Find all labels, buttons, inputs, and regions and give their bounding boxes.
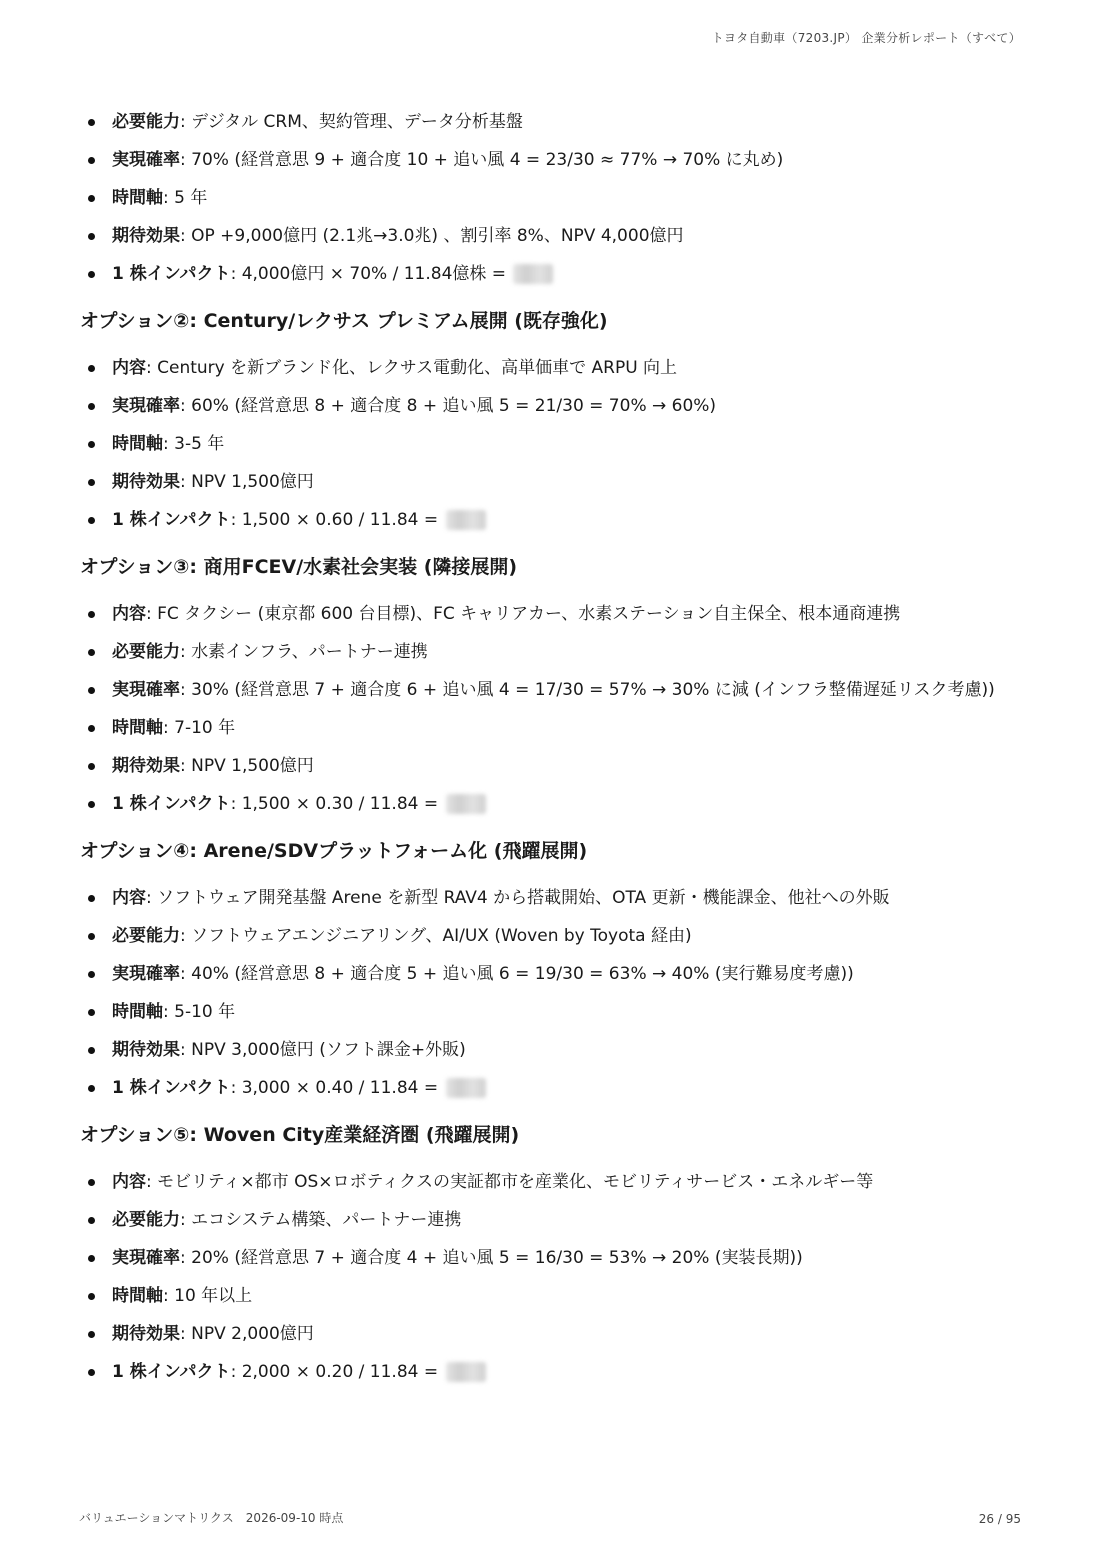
bullet-text: : ソフトウェアエンジニアリング、AI/UX (Woven by Toyota 経由) [180, 926, 692, 946]
bullet-item [80, 255, 1020, 293]
bullet-label: 時間軸 [112, 188, 163, 208]
footer-section-label: バリュエーションマトリクス 2026-09-10 時点 [79, 1511, 344, 1525]
redacted-value [446, 510, 486, 530]
option3-list [80, 595, 1020, 823]
option4-list [80, 879, 1020, 1107]
bullet-item [80, 1353, 1020, 1391]
bullet-label: 内容 [112, 358, 146, 378]
bullet-label: 1 株インパクト [112, 1362, 231, 1382]
bullet-text: : FC タクシー (東京都 600 台目標)、FC キャリアカー、水素ステーション自主保全、根本通商連携 [146, 604, 901, 624]
bullet-label: 内容 [112, 1172, 146, 1192]
bullet-text: : 3,000 × 0.40 / 11.84 = [230, 1078, 444, 1098]
bullet-text: : 水素インフラ、パートナー連携 [180, 642, 428, 662]
footer-page-number: 26 / 95 [978, 1512, 1021, 1526]
bullet-item [80, 1031, 1020, 1069]
bullet-label: 期待効果 [112, 1040, 180, 1060]
bullet-item [80, 785, 1020, 823]
bullet-item [80, 1315, 1020, 1353]
bullet-label: 必要能力 [112, 1210, 180, 1230]
bullet-item [80, 103, 1020, 141]
bullet-label: 実現確率 [112, 150, 180, 170]
bullet-text: : NPV 1,500億円 [180, 756, 314, 776]
bullet-label: 時間軸 [112, 434, 163, 454]
bullet-text: : デジタル CRM、契約管理、データ分析基盤 [180, 112, 523, 132]
redacted-value [446, 794, 486, 814]
bullet-text: : 40% (経営意思 8 + 適合度 5 + 追い風 6 = 19/30 = 63% → 40% (実行難易度考慮)) [180, 964, 854, 984]
bullet-text: : NPV 2,000億円 [180, 1324, 314, 1344]
bullet-item [80, 141, 1020, 179]
bullet-label: 1 株インパクト [112, 794, 231, 814]
bullet-item [80, 1239, 1020, 1277]
bullet-text: : 20% (経営意思 7 + 適合度 4 + 追い風 5 = 16/30 = 53% → 20% (実装長期)) [180, 1248, 803, 1268]
bullet-text: : エコシステム構築、パートナー連携 [180, 1210, 462, 1230]
bullet-text: : 2,000 × 0.20 / 11.84 = [230, 1362, 444, 1382]
bullet-text: : 60% (経営意思 8 + 適合度 8 + 追い風 5 = 21/30 = 70% → 60%) [180, 396, 717, 416]
option5-list [80, 1163, 1020, 1391]
option1-list [80, 103, 1020, 293]
bullet-label: 必要能力 [112, 926, 180, 946]
bullet-text: : OP +9,000億円 (2.1兆→3.0兆) 、割引率 8%、NPV 4,000億円 [180, 226, 684, 246]
option3-heading: オプション③: 商用FCEV/水素社会実装 (隣接展開) [80, 556, 518, 578]
bullet-label: 必要能力 [112, 112, 180, 132]
bullet-label: 時間軸 [112, 1002, 163, 1022]
bullet-item [80, 179, 1020, 217]
bullet-item [80, 633, 1020, 671]
redacted-value [446, 1078, 486, 1098]
bullet-item [80, 595, 1020, 633]
bullet-text: : モビリティ×都市 OS×ロボティクスの実証都市を産業化、モビリティサービス・エネルギー等 [146, 1172, 874, 1192]
bullet-label: 1 株インパクト [112, 510, 231, 530]
bullet-item [80, 879, 1020, 917]
bullet-item [80, 1201, 1020, 1239]
report-content [80, 103, 1020, 1391]
option2-list [80, 349, 1020, 539]
bullet-item [80, 387, 1020, 425]
bullet-text: : ソフトウェア開発基盤 Arene を新型 RAV4 から搭載開始、OTA 更新・機能課金、他社への外販 [146, 888, 890, 908]
bullet-text: : 1,500 × 0.30 / 11.84 = [230, 794, 444, 814]
bullet-text: : 70% (経営意思 9 + 適合度 10 + 追い風 4 = 23/30 ≈ 77% → 70% に丸め) [180, 150, 784, 170]
bullet-text: : 3-5 年 [163, 434, 225, 454]
bullet-item [80, 349, 1020, 387]
bullet-text: : NPV 1,500億円 [180, 472, 314, 492]
page-header: トヨタ自動車（7203.JP） 企業分析レポート（すべて） [711, 31, 1021, 45]
bullet-label: 期待効果 [112, 756, 180, 776]
option4-heading: オプション④: Arene/SDVプラットフォーム化 (飛躍展開) [80, 840, 588, 862]
bullet-label: 時間軸 [112, 1286, 163, 1306]
bullet-label: 時間軸 [112, 718, 163, 738]
bullet-item [80, 671, 1020, 709]
bullet-label: 実現確率 [112, 964, 180, 984]
redacted-value [446, 1362, 486, 1382]
bullet-text: : 1,500 × 0.60 / 11.84 = [230, 510, 444, 530]
bullet-item [80, 709, 1020, 747]
bullet-text: : 10 年以上 [163, 1286, 253, 1306]
bullet-label: 必要能力 [112, 642, 180, 662]
bullet-label: 実現確率 [112, 680, 180, 700]
bullet-label: 期待効果 [112, 472, 180, 492]
bullet-item [80, 917, 1020, 955]
bullet-label: 実現確率 [112, 1248, 180, 1268]
bullet-item [80, 1069, 1020, 1107]
bullet-label: 内容 [112, 888, 146, 908]
bullet-label: 期待効果 [112, 226, 180, 246]
bullet-label: 内容 [112, 604, 146, 624]
option5-heading: オプション⑤: Woven City産業経済圏 (飛躍展開) [80, 1124, 520, 1146]
bullet-item [80, 1163, 1020, 1201]
bullet-label: 実現確率 [112, 396, 180, 416]
redacted-value [513, 264, 553, 284]
bullet-item [80, 1277, 1020, 1315]
bullet-text: : 30% (経営意思 7 + 適合度 6 + 追い風 4 = 17/30 = 57% → 30% に減 (インフラ整備遅延リスク考慮)) [180, 680, 995, 700]
bullet-item [80, 463, 1020, 501]
bullet-item [80, 955, 1020, 993]
bullet-text: : Century を新ブランド化、レクサス電動化、高単価車で ARPU 向上 [146, 358, 678, 378]
bullet-text: : 7-10 年 [163, 718, 236, 738]
bullet-label: 期待効果 [112, 1324, 180, 1344]
bullet-text: : NPV 3,000億円 (ソフト課金+外販) [180, 1040, 466, 1060]
bullet-item [80, 993, 1020, 1031]
bullet-text: : 4,000億円 × 70% / 11.84億株 = [230, 264, 512, 284]
bullet-label: 1 株インパクト [112, 1078, 231, 1098]
bullet-text: : 5 年 [163, 188, 208, 208]
option2-heading: オプション②: Century/レクサス プレミアム展開 (既存強化) [80, 310, 608, 332]
bullet-text: : 5-10 年 [163, 1002, 236, 1022]
bullet-label: 1 株インパクト [112, 264, 231, 284]
bullet-item [80, 747, 1020, 785]
bullet-item [80, 217, 1020, 255]
bullet-item [80, 501, 1020, 539]
bullet-item [80, 425, 1020, 463]
